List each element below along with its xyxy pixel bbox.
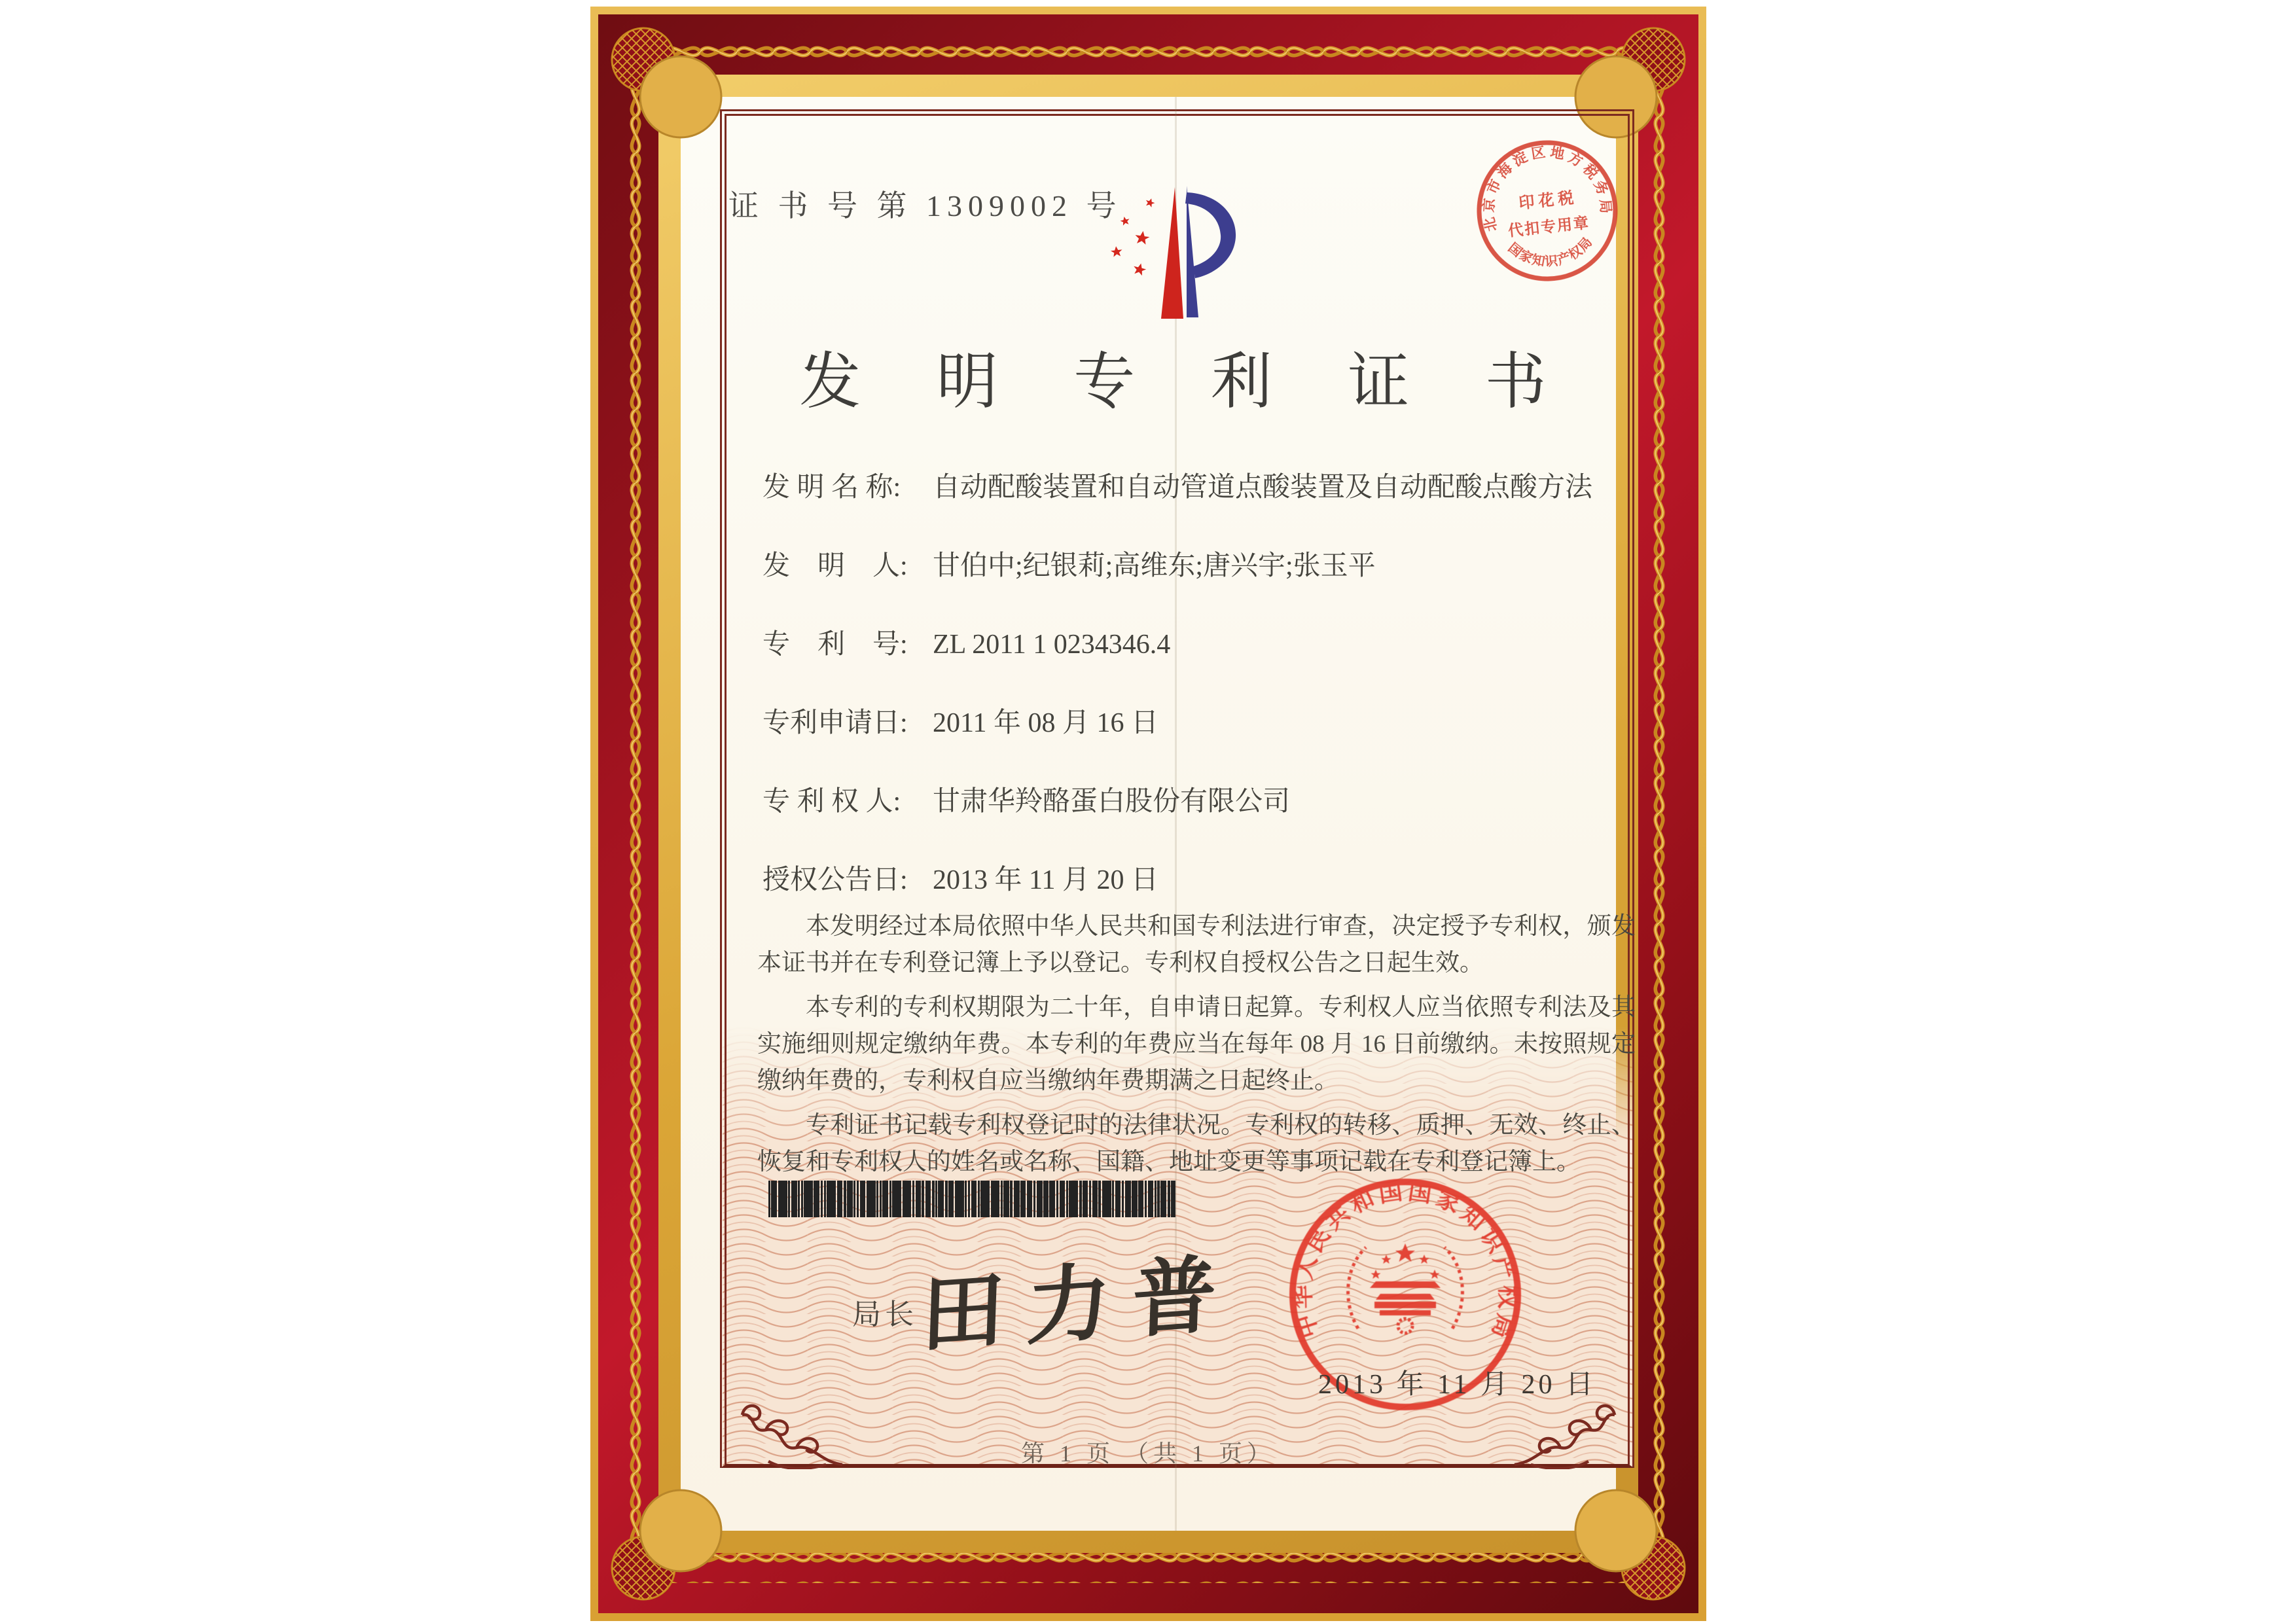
director-label: 局长 xyxy=(852,1298,918,1330)
director-signature: 田力普 xyxy=(919,1247,1240,1363)
field-label: 发 明 人: xyxy=(762,551,908,581)
field-value: 甘肃华羚酪蛋白股份有限公司 xyxy=(933,787,1291,817)
field-label: 专 利 号: xyxy=(762,630,908,660)
china-national-emblem-icon xyxy=(1348,1243,1463,1333)
svg-text:中华人民共和国国家知识产权局 xyxy=(1289,1178,1522,1342)
field-label: 专利申请日: xyxy=(762,708,908,738)
field-label: 授权公告日: xyxy=(762,865,908,895)
field-grant-date xyxy=(762,866,1158,894)
certificate xyxy=(590,7,1706,1621)
field-label: 发 明 名 称: xyxy=(762,473,901,503)
sipo-patent-logo-icon xyxy=(1099,178,1246,342)
field-label: 专 利 权 人: xyxy=(762,787,901,817)
field-patentee xyxy=(762,788,1290,815)
seal-ring-text: 中华人民共和国国家知识产权局 xyxy=(1289,1178,1522,1342)
logo-red-wedge xyxy=(1161,187,1183,319)
certificate-number: 证 书 号 第 1309002 号 xyxy=(728,189,1122,223)
paragraph: 本专利的专利权期限为二十年，自申请日起算。专利权人应当依照专利法及其实施细则规定缴纳年费。本专利的年费应当在每年 08 月 16 日前缴纳。未按照规定缴纳年费的，专利权自应当缴纳年费期满之日起终止。 xyxy=(757,994,1636,1094)
field-value: 甘伯中;纪银莉;高维东;唐兴宇;张玉平 xyxy=(933,551,1376,581)
field-value: 2011 年 08 月 16 日 xyxy=(933,708,1158,738)
seal-date: 2013 年 11 月 20 日 xyxy=(1318,1370,1596,1400)
field-patent-number xyxy=(762,631,1170,658)
stamp-center-line2: 代扣专用章 xyxy=(1507,214,1591,240)
barcode-icon xyxy=(768,1181,1175,1217)
field-value: ZL 2011 1 0234346.4 xyxy=(933,630,1171,660)
paragraph: 本发明经过本局依照中华人民共和国专利法进行审查，决定授予专利权，颁发本证书并在专利登记簿上予以登记。专利权自授权公告之日起生效。 xyxy=(757,913,1636,976)
stamp-arc-bottom-text: 国家知识产权局 xyxy=(1505,235,1596,270)
legal-text xyxy=(757,908,1636,1188)
logo-stars-icon xyxy=(1110,197,1156,276)
field-filing-date xyxy=(762,709,1158,737)
page-number: 第 1 页 （共 1 页） xyxy=(1020,1440,1276,1467)
stamp-center-line1: 印 花 税 xyxy=(1518,189,1575,213)
field-inventors xyxy=(762,552,1376,580)
certificate-title: 发 明 专 利 证 书 xyxy=(799,348,1577,416)
field-value: 自动配酸装置和自动管道点酸装置及自动配酸点酸方法 xyxy=(933,473,1593,503)
field-invention-name xyxy=(762,474,1592,501)
stamp-tax-seal-icon xyxy=(1461,124,1634,297)
field-value: 2013 年 11 月 20 日 xyxy=(933,865,1158,895)
stamp-arc-top-text: 北京市海淀区地方税务局 xyxy=(1480,144,1614,234)
paragraph: 专利证书记载专利权登记时的法律状况。专利权的转移、质押、无效、终止、恢复和专利权人的姓名或名称、国籍、地址变更等事项记载在专利登记簿上。 xyxy=(757,1112,1636,1175)
